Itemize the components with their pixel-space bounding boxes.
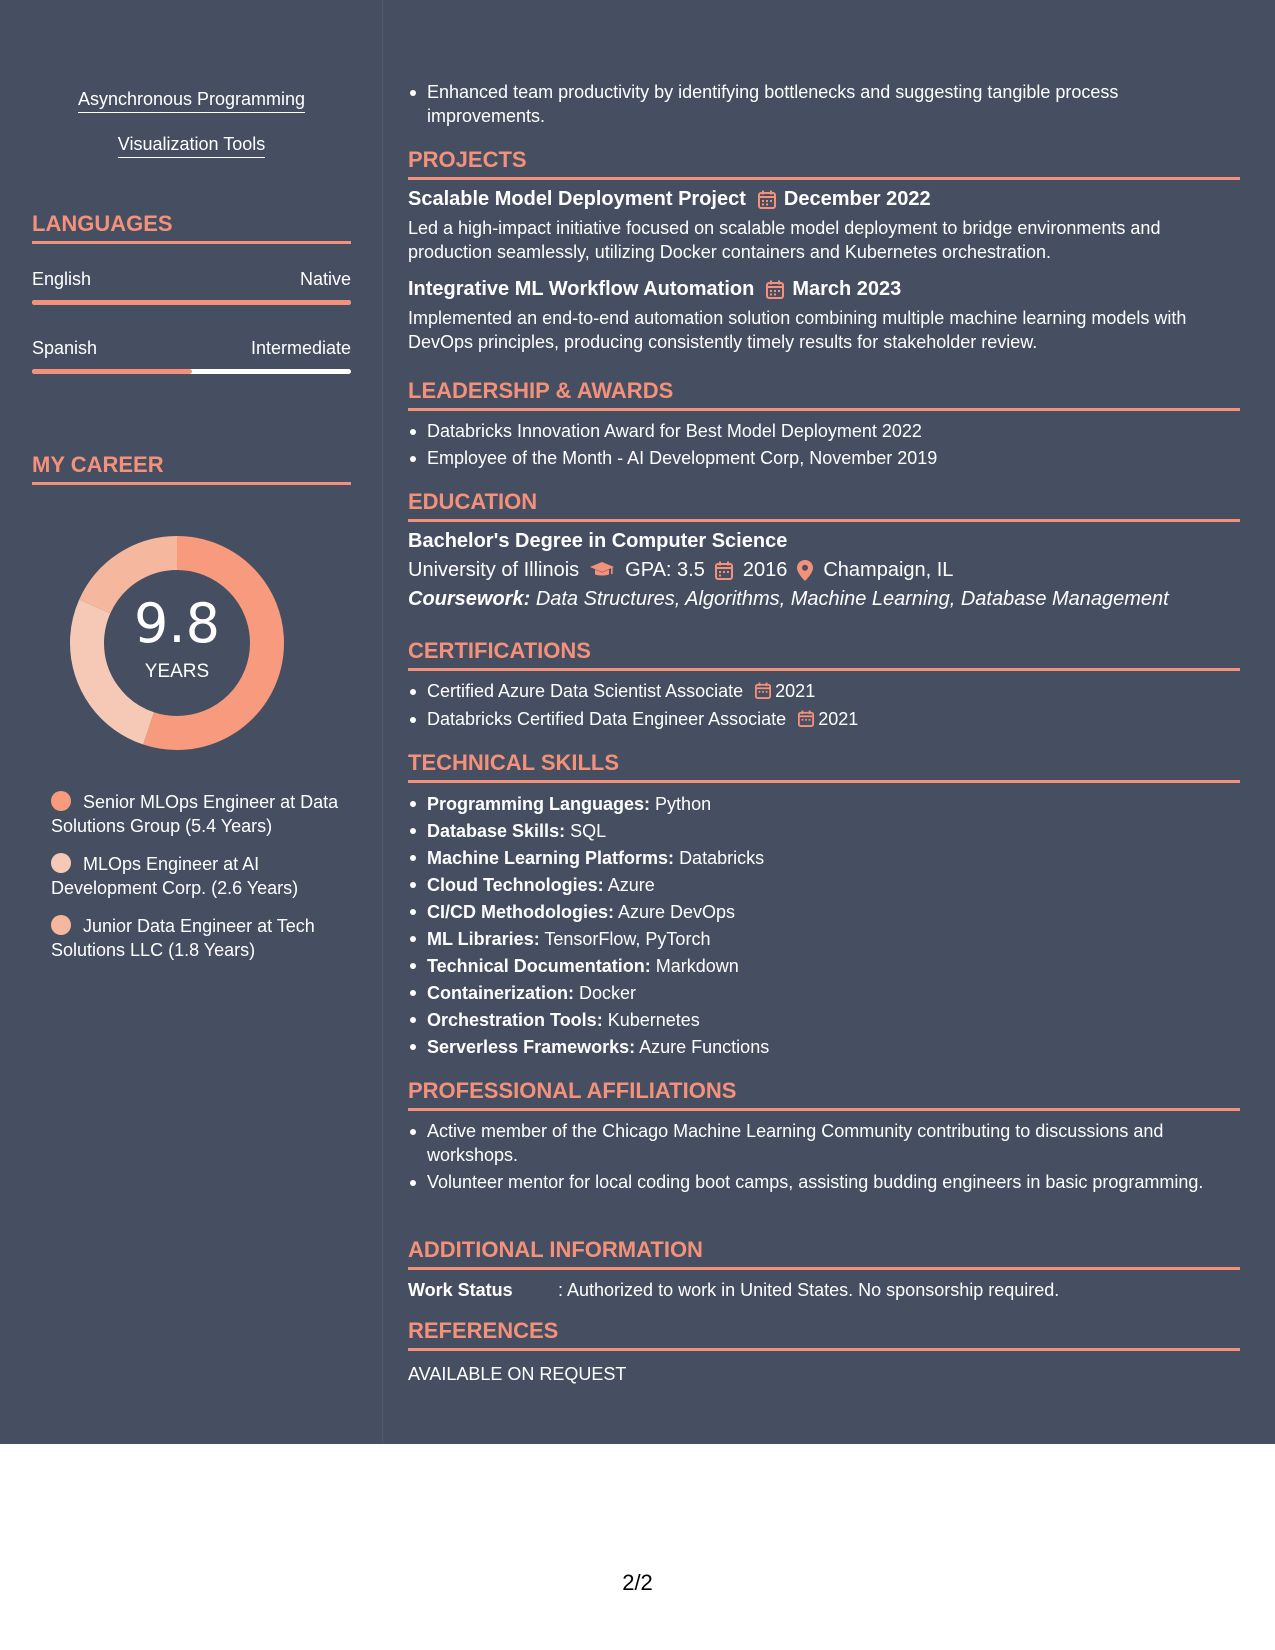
affiliations-title: PROFESSIONAL AFFILIATIONS <box>408 1078 1240 1111</box>
education-coursework <box>408 585 1240 613</box>
career-total-value: 9.8 <box>134 592 220 655</box>
language-proficiency-bar <box>32 300 351 305</box>
work-status-row <box>408 1278 1240 1302</box>
education-title: EDUCATION <box>408 489 1240 522</box>
career-item <box>51 914 341 962</box>
award-item: Employee of the Month - AI Development Corp, November 2019 <box>408 446 1240 470</box>
leadership-title: LEADERSHIP & AWARDS <box>408 378 1240 411</box>
project-item <box>408 276 1240 354</box>
career-item-text: Junior Data Engineer at Tech Solutions LLC (1.8 Years) <box>51 916 315 960</box>
work-status-value: : Authorized to work in United States. No sponsorship required. <box>558 1280 1060 1300</box>
education-school: University of Illinois <box>408 559 580 581</box>
page-number: 2/2 <box>622 1570 653 1595</box>
skill-value: Markdown <box>655 956 739 976</box>
skill-link[interactable] <box>32 88 351 110</box>
language-proficiency-fill <box>32 369 192 374</box>
certification-item <box>408 707 1240 731</box>
column-divider <box>382 0 383 1444</box>
language-name: English <box>32 269 92 289</box>
calendar-icon <box>755 682 771 699</box>
education-meta <box>408 556 1240 584</box>
language-proficiency-fill <box>32 300 351 305</box>
languages-heading: LANGUAGES <box>32 211 351 244</box>
work-status-label: Work Status <box>408 1280 513 1300</box>
skill-value: Kubernetes <box>607 1010 700 1030</box>
skill-label: Programming Languages: <box>427 794 651 814</box>
education-location: Champaign, IL <box>823 559 954 581</box>
certification-name: Certified Azure Data Scientist Associate <box>427 681 744 701</box>
skill-label: Serverless Frameworks: <box>427 1037 636 1057</box>
project-item <box>408 186 1240 264</box>
education-year: 2016 <box>742 559 788 581</box>
award-item: Databricks Innovation Award for Best Model Deployment 2022 <box>408 419 1240 443</box>
project-date-text: December 2022 <box>783 188 931 210</box>
skill-item <box>408 899 1240 926</box>
skill-value: SQL <box>570 821 607 841</box>
technical-skills-title: TECHNICAL SKILLS <box>408 750 1240 783</box>
certifications-title: CERTIFICATIONS <box>408 638 1240 671</box>
skill-item <box>408 818 1240 845</box>
career-legend-dot <box>51 915 71 935</box>
career-donut-chart <box>64 530 290 756</box>
experience-bullet: Enhanced team productivity by identifying bottlenecks and suggesting tangible process improvements. <box>408 80 1240 128</box>
certification-name: Databricks Certified Data Engineer Associate <box>427 709 787 729</box>
additional-info-section <box>408 1237 1240 1302</box>
leadership-section <box>408 378 1240 470</box>
skill-item <box>408 845 1240 872</box>
career-total-unit: YEARS <box>144 661 210 682</box>
language-level: Native <box>299 269 351 289</box>
skill-item <box>408 1034 1240 1061</box>
skill-label: Asynchronous Programming <box>78 89 305 113</box>
skill-item <box>408 926 1240 953</box>
project-date <box>766 276 901 302</box>
skill-label: Orchestration Tools: <box>427 1010 603 1030</box>
projects-section <box>408 147 1240 354</box>
career-legend-dot <box>51 853 71 873</box>
skill-label: Cloud Technologies: <box>427 875 604 895</box>
skill-label: Machine Learning Platforms: <box>427 848 675 868</box>
calendar-icon <box>798 710 814 727</box>
career-item <box>51 852 341 900</box>
certification-item <box>408 679 1240 703</box>
project-description: Led a high-impact initiative focused on scalable model deployment to bridge environments and production seamlessly, utilizing Docker containers and Kubernetes orchestration. <box>408 218 1161 262</box>
map-pin-icon <box>797 560 813 581</box>
skill-item <box>408 872 1240 899</box>
skill-label: ML Libraries: <box>427 929 540 949</box>
projects-title: PROJECTS <box>408 147 1240 180</box>
references-section <box>408 1318 1240 1386</box>
language-name: Spanish <box>32 338 98 358</box>
skill-value: Python <box>655 794 712 814</box>
skill-label: Technical Documentation: <box>427 956 651 976</box>
project-name: Integrative ML Workflow Automation <box>408 278 755 300</box>
career-item-text: Senior MLOps Engineer at Data Solutions Group (5.4 Years) <box>51 792 339 836</box>
technical-skills-section <box>408 750 1240 1061</box>
skill-value: Databricks <box>679 848 765 868</box>
calendar-icon <box>758 190 776 209</box>
career-legend-dot <box>51 791 71 811</box>
skill-item <box>408 791 1240 818</box>
language-proficiency-bar <box>32 369 351 374</box>
language-level: Intermediate <box>250 338 351 358</box>
skill-value: Azure DevOps <box>618 902 736 922</box>
skill-value: Azure <box>607 875 655 895</box>
skill-value: Docker <box>579 983 637 1003</box>
coursework-list: Data Structures, Algorithms, Machine Learning, Database Management <box>535 588 1169 610</box>
skill-item <box>408 980 1240 1007</box>
certification-year: 2021 <box>818 709 859 729</box>
career-item-text: MLOps Engineer at AI Development Corp. (2.6 Years) <box>51 854 299 898</box>
skill-value: Azure Functions <box>639 1037 770 1057</box>
language-row <box>32 337 351 359</box>
project-date <box>758 186 931 212</box>
education-degree: Bachelor's Degree in Computer Science <box>408 530 788 552</box>
education-gpa: GPA: 3.5 <box>625 559 705 581</box>
education-section <box>408 489 1240 613</box>
references-text: AVAILABLE ON REQUEST <box>408 1364 627 1384</box>
project-date-text: March 2023 <box>792 278 902 300</box>
calendar-icon <box>766 280 784 299</box>
experience-continued <box>408 80 1240 128</box>
skill-label: Visualization Tools <box>118 134 265 158</box>
project-name: Scalable Model Deployment Project <box>408 188 746 210</box>
graduation-cap-icon <box>589 561 615 579</box>
project-description: Implemented an end-to-end automation solution combining multiple machine learning models with DevOps principles, producing consistently timely results for stakeholder review. <box>408 308 1187 352</box>
skill-label: CI/CD Methodologies: <box>427 902 614 922</box>
coursework-label: Coursework: <box>408 588 531 610</box>
career-heading: MY CAREER <box>32 452 351 485</box>
skill-link[interactable] <box>32 133 351 155</box>
career-item <box>51 790 341 838</box>
skill-label: Database Skills: <box>427 821 566 841</box>
references-title: REFERENCES <box>408 1318 1240 1351</box>
calendar-icon <box>715 561 733 580</box>
certifications-section <box>408 638 1240 731</box>
certification-year: 2021 <box>775 681 816 701</box>
skill-value: TensorFlow, PyTorch <box>544 929 711 949</box>
skill-item <box>408 1007 1240 1034</box>
language-row <box>32 268 351 290</box>
additional-info-title: ADDITIONAL INFORMATION <box>408 1237 1240 1270</box>
affiliations-section <box>408 1078 1240 1194</box>
skill-item <box>408 953 1240 980</box>
affiliation-item: Active member of the Chicago Machine Learning Community contributing to discussions and workshops. <box>408 1119 1240 1167</box>
skill-label: Containerization: <box>427 983 574 1003</box>
affiliation-item: Volunteer mentor for local coding boot camps, assisting budding engineers in basic programming. <box>408 1170 1240 1194</box>
